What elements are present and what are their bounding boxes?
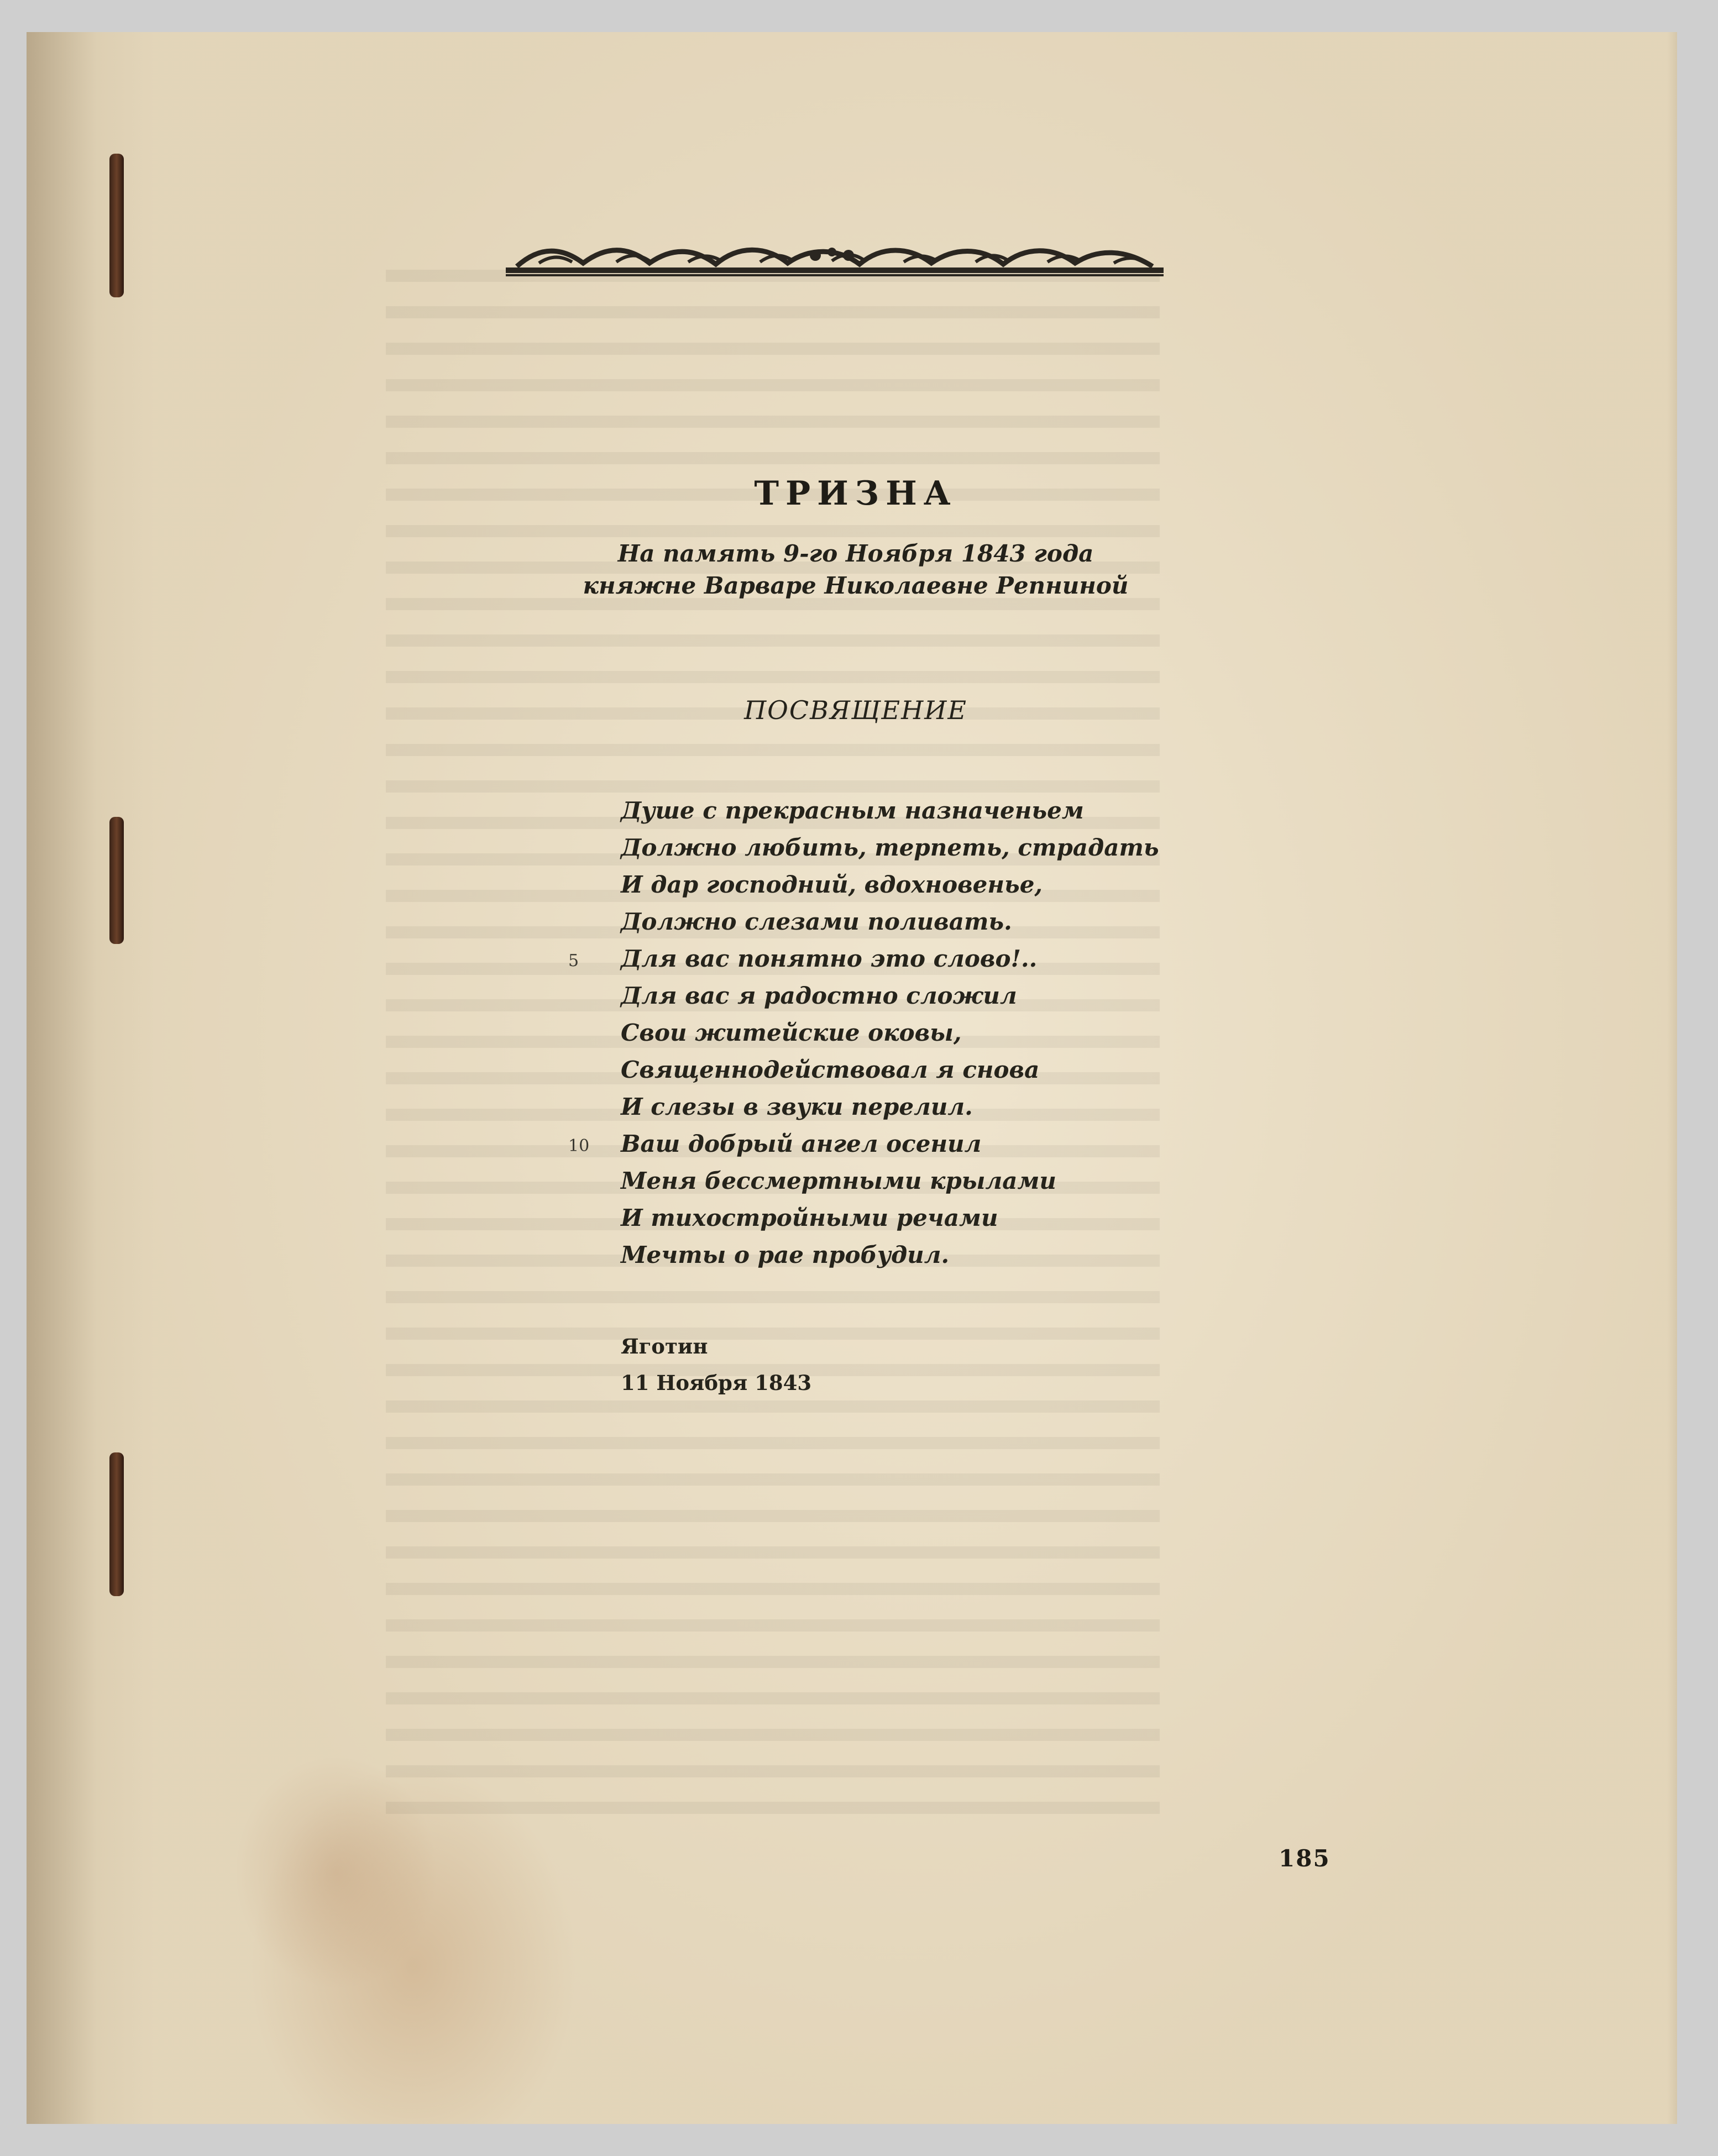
poem-line-text: Ваш добрый ангел осенил: [621, 1130, 982, 1157]
poem-line: [621, 1199, 1229, 1236]
staple-middle: [109, 817, 124, 944]
poem-line: [621, 977, 1229, 1014]
staple-bottom: [109, 1452, 124, 1596]
poem-line-text: Свои житейские оковы,: [621, 1019, 962, 1046]
poem-line: [621, 903, 1229, 940]
page-gutter-shadow: [27, 32, 154, 2124]
page-number: 185: [1279, 1845, 1331, 1872]
poem-line: [621, 1162, 1229, 1199]
poem-stanza: [568, 792, 1229, 1273]
poem-line: [568, 940, 1229, 977]
poem-line-text: И тихостройными речами: [621, 1204, 998, 1231]
book-page: [27, 32, 1677, 2124]
poem-line: [621, 1014, 1229, 1051]
decorative-ornament: [506, 235, 1164, 291]
signature-place: Яготин: [621, 1334, 708, 1358]
page-edge: [1667, 32, 1677, 2124]
signature-date: 11 Ноября 1843: [621, 1371, 812, 1395]
poem-line-text: Должно слезами поливать.: [621, 908, 1012, 935]
poem-title: ТРИЗНА: [754, 474, 957, 513]
dedication-subtitle: [524, 538, 1187, 602]
poem-line: [621, 829, 1229, 866]
poem-line-text: Для вас я радостно сложил: [621, 982, 1017, 1009]
poem-line-text: Душе с прекрасным назначеньем: [621, 797, 1084, 824]
poem-line: [621, 792, 1229, 829]
subtitle-line-1: На память 9-го Ноября 1843 года: [617, 540, 1094, 567]
poem-line-text: И дар господний, вдохновенье,: [621, 871, 1043, 898]
signature-block: [621, 1328, 811, 1401]
poem-line: [621, 866, 1229, 903]
poem-line: [621, 1088, 1229, 1125]
subtitle-line-2: княжне Варваре Николаевне Репниной: [583, 572, 1129, 599]
poem-line: [621, 1051, 1229, 1088]
line-number: 5: [568, 951, 579, 971]
poem-line: [568, 1125, 1229, 1162]
poem-line-text: Для вас понятно это слово!..: [621, 945, 1038, 972]
poem-line-text: Мечты о рае пробудил.: [621, 1241, 950, 1268]
poem-line-text: Священнодействовал я снова: [621, 1056, 1040, 1083]
poem-line: [621, 1236, 1229, 1273]
line-number: 10: [568, 1136, 590, 1156]
poem-line-text: И слезы в звуки перелил.: [621, 1093, 973, 1120]
poem-line-text: Меня бессмертными крылами: [621, 1167, 1056, 1194]
section-heading: ПОСВЯЩЕНИЕ: [744, 695, 967, 725]
staple-top: [109, 154, 124, 297]
poem-line-text: Должно любить, терпеть, страдать: [621, 834, 1159, 861]
